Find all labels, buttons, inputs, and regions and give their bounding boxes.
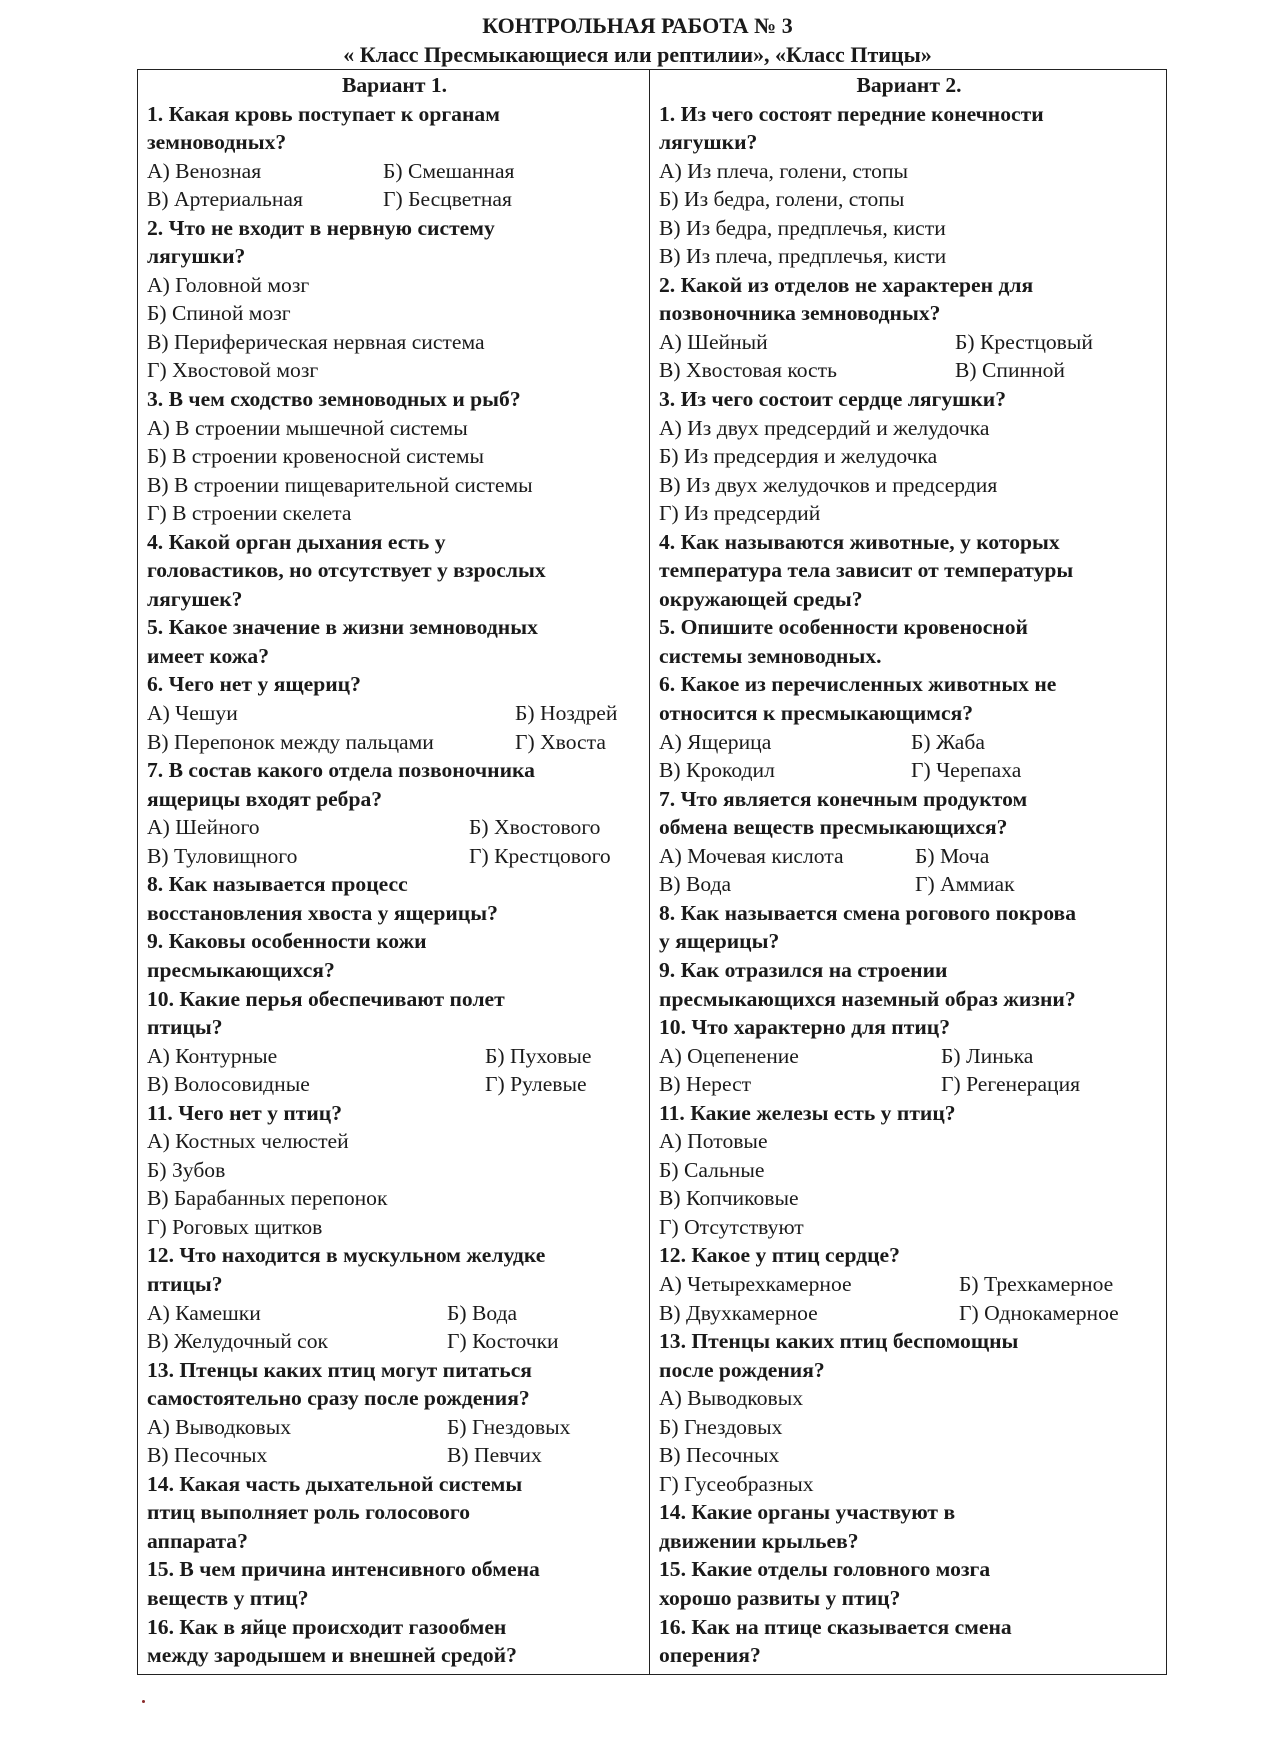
question-line: земноводных?: [147, 130, 287, 155]
question-line: хорошо развиты у птиц?: [659, 1585, 901, 1610]
answer-option: В) Копчиковые: [659, 1186, 799, 1211]
answer-option: А) Мочевая кислота: [659, 843, 844, 868]
scan-speck: [142, 1700, 145, 1703]
answer-option: Б) Смешанная: [383, 158, 515, 183]
answer-option: Г) Черепаха: [911, 758, 1022, 783]
answer-option: Г) Регенерация: [941, 1072, 1081, 1097]
question-line: 13. Птенцы каких птиц беспомощны: [659, 1329, 1019, 1354]
answer-options-row: [147, 1042, 642, 1071]
question-line: 9. Как отразился на строении: [659, 957, 948, 982]
answer-option: А) Костных челюстей: [147, 1129, 349, 1154]
answer-options-row: [659, 756, 1159, 785]
answer-option: Б) Гнездовых: [659, 1414, 783, 1439]
answer-option: В) Артериальная: [147, 187, 303, 212]
answer-option: Б) Зубов: [147, 1157, 226, 1182]
question-line: 10. Какие перья обеспечивают полет: [147, 986, 505, 1011]
question-line: птицы?: [147, 1015, 223, 1040]
answer-options-row: [147, 1327, 642, 1356]
answer-option: Г) Рулевые: [485, 1072, 587, 1097]
question-line: окружающей среды?: [659, 586, 863, 611]
answer-option: В) В строении пищеварительной системы: [147, 472, 533, 497]
answer-option: Б) Хвостового: [469, 815, 601, 840]
answer-option: А) Выводковых: [659, 1386, 803, 1411]
answer-options-row: [147, 1441, 642, 1470]
question-line: 8. Как называется процесс: [147, 872, 408, 897]
question-line: птиц выполняет роль голосового: [147, 1500, 470, 1525]
answer-option: Б) Трехкамерное: [959, 1271, 1114, 1296]
answer-option: Г) Гусеобразных: [659, 1471, 814, 1496]
answer-options-row: [147, 699, 642, 728]
answer-options-row: [659, 328, 1159, 357]
answer-option: В) Перепонок между пальцами: [147, 729, 434, 754]
question-line: 11. Какие железы есть у птиц?: [659, 1100, 956, 1125]
question-line: 1. Какая кровь поступает к органам: [147, 101, 500, 126]
question-line: лягушки?: [659, 130, 758, 155]
answer-option: Г) Аммиак: [915, 872, 1015, 897]
answer-option: Б) Линька: [941, 1043, 1034, 1068]
answer-option: В) Хвостовая кость: [659, 358, 837, 383]
question-line: восстановления хвоста у ящерицы?: [147, 900, 498, 925]
answer-option: А) Контурные: [147, 1043, 278, 1068]
answer-options-row: [147, 1413, 642, 1442]
answer-option: Г) Косточки: [447, 1329, 559, 1354]
question-line: 8. Как называется смена рогового покрова: [659, 900, 1076, 925]
question-line: 2. Какой из отделов не характерен для: [659, 272, 1034, 297]
answer-option: В) Нерест: [659, 1072, 752, 1097]
question-line: 11. Чего нет у птиц?: [147, 1100, 343, 1125]
question-line: 12. Какое у птиц сердце?: [659, 1243, 900, 1268]
answer-option: Г) Хвоста: [515, 729, 606, 754]
answer-option: А) Из плеча, голени, стопы: [659, 158, 909, 183]
answer-option: А) Шейный: [659, 329, 768, 354]
answer-option: Б) Вода: [447, 1300, 518, 1325]
answer-option: Б) В строении кровеносной системы: [147, 444, 485, 469]
question-line: 13. Птенцы каких птиц могут питаться: [147, 1357, 532, 1382]
answer-option: В) Песочных: [659, 1443, 780, 1468]
answer-option: В) Вода: [659, 872, 732, 897]
page-title: КОНТРОЛЬНАЯ РАБОТА № 3: [482, 13, 793, 38]
answer-option: В) Крокодил: [659, 758, 775, 783]
question-line: головастиков, но отсутствует у взрослых: [147, 558, 546, 583]
answer-option: В) Барабанных перепонок: [147, 1186, 388, 1211]
question-line: системы земноводных.: [659, 643, 882, 668]
answer-options-row: [659, 356, 1159, 385]
answer-option: А) Оцепенение: [659, 1043, 799, 1068]
question-line: 1. Из чего состоят передние конечности: [659, 101, 1044, 126]
answer-options-row: [659, 1042, 1159, 1071]
question-line: самостоятельно сразу после рождения?: [147, 1386, 530, 1411]
variant-2-heading: Вариант 2.: [856, 73, 962, 97]
question-line: 5. Опишите особенности кровеносной: [659, 615, 1028, 640]
question-line: веществ у птиц?: [147, 1585, 309, 1610]
answer-option: А) Потовые: [659, 1129, 768, 1154]
question-line: 5. Какое значение в жизни земноводных: [147, 615, 538, 640]
answer-option: Г) Роговых щитков: [147, 1214, 323, 1239]
answer-options-row: [659, 1299, 1159, 1328]
answer-option: Г) В строении скелета: [147, 501, 352, 526]
question-line: 6. Какое из перечисленных животных не: [659, 672, 1057, 697]
question-line: после рождения?: [659, 1357, 825, 1382]
question-line: 3. В чем сходство земноводных и рыб?: [147, 387, 521, 412]
page-subtitle: « Класс Пресмыкающиеся или рептилии», «Класс Птицы»: [343, 42, 932, 67]
answer-option: Б) Жаба: [911, 729, 985, 754]
answer-option: А) Шейного: [147, 815, 260, 840]
question-line: лягушки?: [147, 244, 246, 269]
answer-option: В) Волосовидные: [147, 1072, 310, 1097]
question-line: 4. Какой орган дыхания есть у: [147, 529, 446, 554]
answer-option: В) Туловищного: [147, 843, 298, 868]
answer-option: А) Ящерица: [659, 729, 772, 754]
answer-options-row: [147, 813, 642, 842]
question-line: 7. В состав какого отдела позвоночника: [147, 758, 535, 783]
answer-option: А) Выводковых: [147, 1414, 291, 1439]
answer-option: А) В строении мышечной системы: [147, 415, 468, 440]
answer-options-row: [659, 1070, 1159, 1099]
answer-option: Г) Крестцового: [469, 843, 611, 868]
answer-options-row: [147, 157, 642, 186]
variant-1-column: [147, 71, 642, 1670]
answer-option: В) Из двух желудочков и предсердия: [659, 472, 998, 497]
answer-option: В) Из бедра, предплечья, кисти: [659, 215, 946, 240]
variant-2-column: [659, 71, 1159, 1670]
question-line: 15. Какие отделы головного мозга: [659, 1557, 991, 1582]
question-line: 12. Что находится в мускульном желудке: [147, 1243, 546, 1268]
answer-option: Б) Из предсердия и желудочка: [659, 444, 938, 469]
question-line: 2. Что не входит в нервную систему: [147, 215, 495, 240]
question-line: 3. Из чего состоит сердце лягушки?: [659, 387, 1007, 412]
answer-options-row: [659, 870, 1159, 899]
answer-option: Г) Хвостовой мозг: [147, 358, 319, 383]
answer-options-row: [147, 842, 642, 871]
question-line: позвоночника земноводных?: [659, 301, 941, 326]
answer-option: В) Песочных: [147, 1443, 268, 1468]
question-line: 4. Как называются животные, у которых: [659, 529, 1060, 554]
question-line: аппарата?: [147, 1528, 248, 1553]
answer-option: Г) Отсутствуют: [659, 1214, 804, 1239]
answer-options-row: [659, 728, 1159, 757]
answer-option: Г) Из предсердий: [659, 501, 821, 526]
answer-option: В) Певчих: [447, 1443, 542, 1468]
question-line: между зародышем и внешней средой?: [147, 1643, 517, 1668]
question-line: оперения?: [659, 1643, 761, 1668]
answer-option: В) Желудочный сок: [147, 1329, 329, 1354]
answer-options-row: [659, 842, 1159, 871]
answer-option: Б) Из бедра, голени, стопы: [659, 187, 905, 212]
answer-option: А) Камешки: [147, 1300, 261, 1325]
question-line: обмена веществ пресмыкающихся?: [659, 815, 1008, 840]
answer-option: В) Периферическая нервная система: [147, 329, 485, 354]
question-line: 16. Как в яйце происходит газообмен: [147, 1614, 507, 1639]
question-line: 14. Какие органы участвуют в: [659, 1500, 956, 1525]
column-divider: [649, 69, 650, 1675]
answer-option: Б) Гнездовых: [447, 1414, 571, 1439]
answer-option: А) Чешуи: [147, 701, 238, 726]
answer-option: А) Из двух предсердий и желудочка: [659, 415, 990, 440]
question-line: 15. В чем причина интенсивного обмена: [147, 1557, 540, 1582]
question-line: 7. Что является конечным продуктом: [659, 786, 1028, 811]
question-line: движении крыльев?: [659, 1528, 859, 1553]
answer-option: В) Спинной: [955, 358, 1065, 383]
question-line: 14. Какая часть дыхательной системы: [147, 1471, 523, 1496]
answer-option: Б) Крестцовый: [955, 329, 1093, 354]
answer-options-row: [147, 728, 642, 757]
variant-1-heading: Вариант 1.: [341, 73, 448, 97]
answer-option: Б) Ноздрей: [515, 701, 618, 726]
question-line: пресмыкающихся наземный образ жизни?: [659, 986, 1076, 1011]
question-line: 10. Что характерно для птиц?: [659, 1015, 950, 1040]
answer-option: В) Двухкамерное: [659, 1300, 818, 1325]
question-line: пресмыкающихся?: [147, 957, 335, 982]
answer-option: Г) Бесцветная: [383, 187, 512, 212]
answer-options-row: [147, 185, 642, 214]
answer-option: Б) Спиной мозг: [147, 301, 291, 326]
question-line: температура тела зависит от температуры: [659, 558, 1074, 583]
answer-option: Б) Моча: [915, 843, 990, 868]
answer-option: А) Головной мозг: [147, 272, 310, 297]
question-line: 6. Чего нет у ящериц?: [147, 672, 361, 697]
answer-option: А) Четырехкамерное: [659, 1271, 852, 1296]
question-line: лягушек?: [147, 586, 243, 611]
answer-options-row: [659, 1270, 1159, 1299]
answer-option: Б) Сальные: [659, 1157, 765, 1182]
question-line: 16. Как на птице сказывается смена: [659, 1614, 1012, 1639]
answer-options-row: [147, 1299, 642, 1328]
answer-option: В) Из плеча, предплечья, кисти: [659, 244, 947, 269]
question-line: имеет кожа?: [147, 643, 269, 668]
answer-option: А) Венозная: [147, 158, 262, 183]
answer-option: Б) Пуховые: [485, 1043, 592, 1068]
question-line: относится к пресмыкающимся?: [659, 701, 974, 726]
question-line: птицы?: [147, 1271, 223, 1296]
question-line: 9. Каковы особенности кожи: [147, 929, 427, 954]
question-line: ящерицы входят ребра?: [147, 786, 383, 811]
question-line: у ящерицы?: [659, 929, 780, 954]
answer-option: Г) Однокамерное: [959, 1300, 1119, 1325]
answer-options-row: [147, 1070, 642, 1099]
